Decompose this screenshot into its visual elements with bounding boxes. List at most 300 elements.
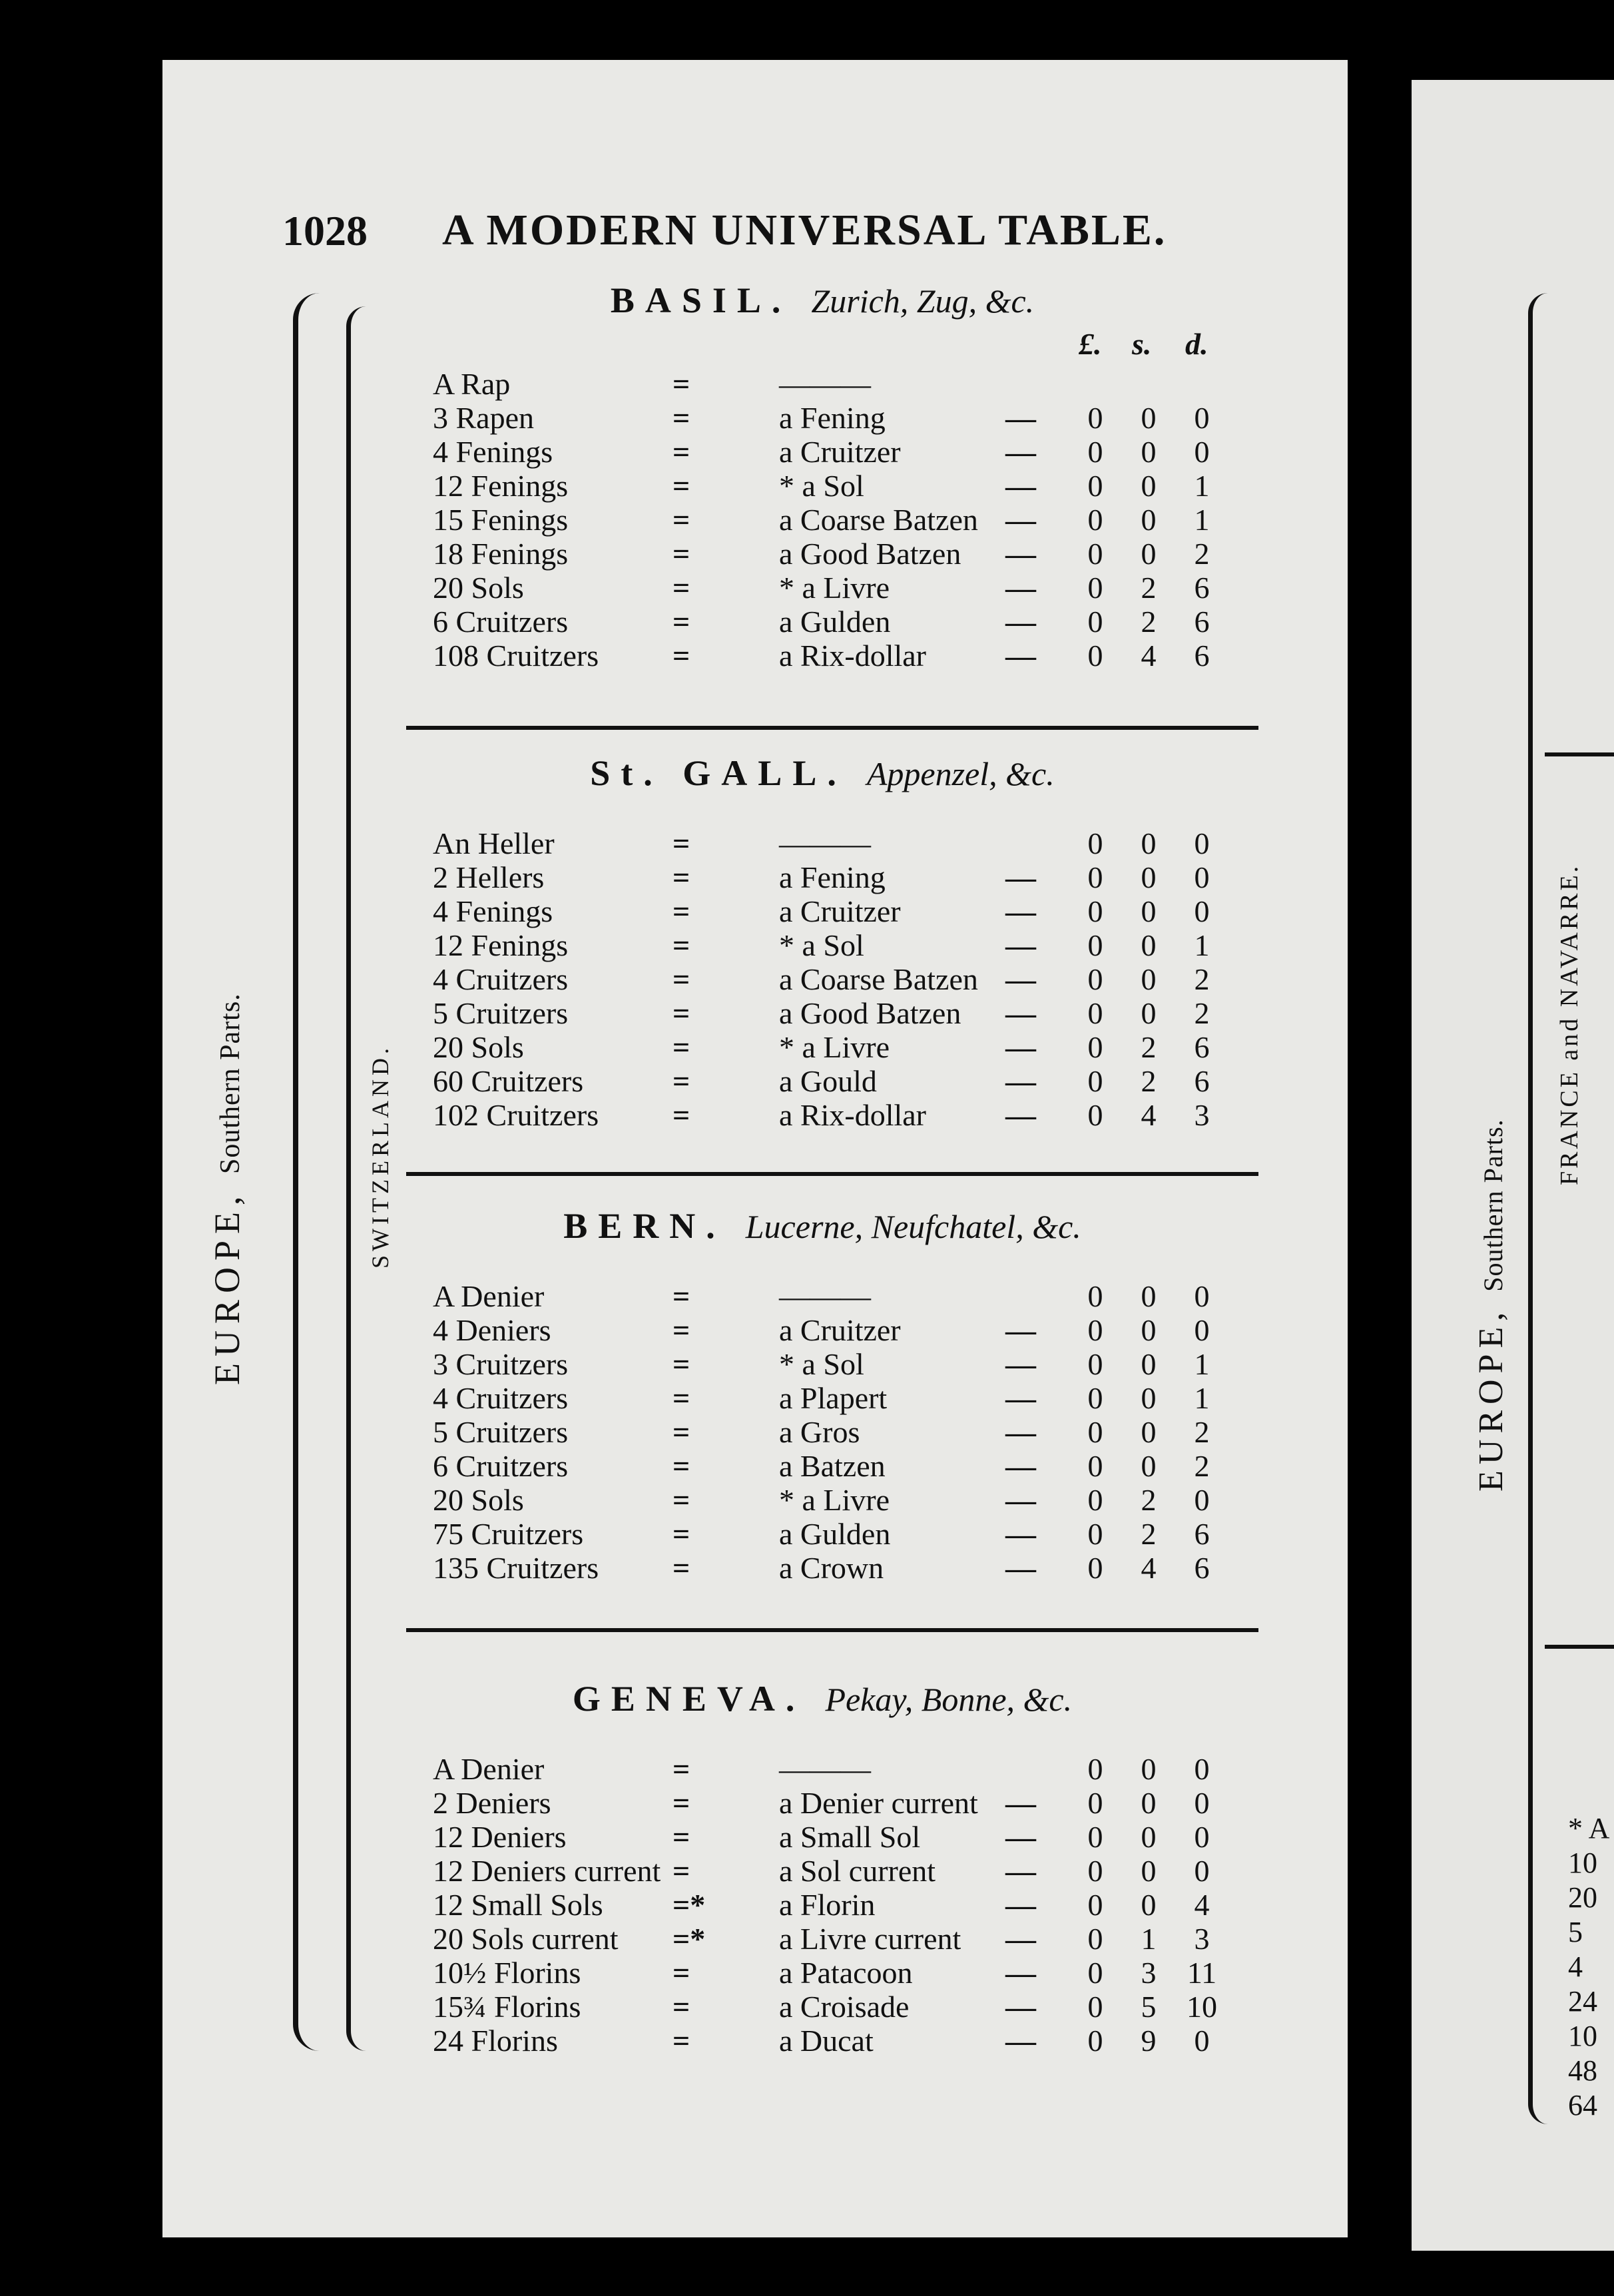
pounds-value: 0	[1087, 1990, 1103, 2024]
section-1	[393, 752, 1252, 1165]
equals-sign: =	[672, 1854, 690, 1888]
pence-value: 4	[1194, 1888, 1210, 1922]
row-label: 12 Deniers current	[433, 1854, 661, 1888]
pounds-value: 0	[1087, 1064, 1103, 1098]
pence-value: 6	[1194, 639, 1210, 673]
row-label: 12 Fenings	[433, 928, 569, 962]
table-row	[393, 962, 1252, 995]
row-label: An Heller	[433, 826, 555, 860]
row-value: a Fening	[779, 860, 886, 894]
row-dash: —	[1005, 1517, 1036, 1551]
row-value: a Gould	[779, 1064, 877, 1098]
row-value: * a Livre	[779, 1030, 890, 1064]
europe-brace	[293, 293, 352, 2051]
pounds-value: 0	[1087, 1517, 1103, 1551]
pounds-value: 0	[1087, 503, 1103, 537]
pounds-value: 0	[1087, 1752, 1103, 1786]
equals-sign: =	[672, 1483, 690, 1517]
shillings-value: 0	[1141, 1279, 1157, 1313]
row-dash: —	[1005, 639, 1036, 673]
row-dash: —	[1005, 605, 1036, 639]
next-page-values: * A 10 20 5 4 24 10 48 64	[1568, 1812, 1610, 2122]
row-value: a Cruitzer	[779, 1313, 901, 1347]
shillings-value: 0	[1141, 1752, 1157, 1786]
pounds-value: 0	[1087, 928, 1103, 962]
shillings-value: 4	[1141, 639, 1157, 673]
shillings-value: 0	[1141, 1415, 1157, 1449]
equals-sign: =	[672, 1381, 690, 1415]
row-label: 15¾ Florins	[433, 1990, 581, 2024]
table-row	[393, 1516, 1252, 1550]
pence-value: 2	[1194, 996, 1210, 1030]
table-row	[393, 826, 1252, 859]
pounds-value: 0	[1087, 860, 1103, 894]
table-row	[393, 996, 1252, 1029]
row-dash: —	[1005, 928, 1036, 962]
equals-sign: =	[672, 503, 690, 537]
table-row	[393, 1550, 1252, 1583]
equals-sign: =	[672, 571, 690, 605]
row-label: 20 Sols current	[433, 1922, 619, 1956]
section-city: BERN.	[563, 1206, 726, 1246]
row-dash: —	[1005, 962, 1036, 996]
table-row	[393, 1279, 1252, 1312]
pence-value: 6	[1194, 571, 1210, 605]
row-value: * a Sol	[779, 1347, 864, 1381]
equals-sign: =	[672, 537, 690, 571]
row-dash: —	[1005, 1820, 1036, 1854]
row-dash: —	[1005, 401, 1036, 435]
row-label: 5 Cruitzers	[433, 996, 569, 1030]
section-subtitle: Zurich, Zug, &c.	[811, 282, 1035, 320]
pounds-value: 0	[1087, 1888, 1103, 1922]
section-2	[393, 1205, 1252, 1618]
row-value: a Gros	[779, 1415, 860, 1449]
pence-value: 2	[1194, 1449, 1210, 1483]
pence-value: 2	[1194, 1415, 1210, 1449]
row-value: a Rix-dollar	[779, 1098, 926, 1132]
table-row	[393, 1955, 1252, 1988]
pence-value: 0	[1194, 401, 1210, 435]
equals-sign: =	[672, 1098, 690, 1132]
row-dash: —	[1005, 571, 1036, 605]
side-label-europe: EUROPE, Southern Parts.	[207, 993, 247, 1385]
pence-value: 1	[1194, 503, 1210, 537]
row-label: 102 Cruitzers	[433, 1098, 599, 1132]
next-page-edge	[1412, 80, 1614, 2251]
pence-value: 3	[1194, 1098, 1210, 1132]
row-label: 108 Cruitzers	[433, 639, 599, 673]
row-dash: —	[1005, 1064, 1036, 1098]
row-label: 3 Cruitzers	[433, 1347, 569, 1381]
row-label: 2 Hellers	[433, 860, 545, 894]
equals-sign: =	[672, 367, 690, 401]
equals-sign: =	[672, 1449, 690, 1483]
pence-value: 6	[1194, 1064, 1210, 1098]
row-label: 60 Cruitzers	[433, 1064, 584, 1098]
shillings-value: 4	[1141, 1551, 1157, 1585]
pence-value: 0	[1194, 860, 1210, 894]
row-dash: —	[1005, 1854, 1036, 1888]
pence-value: 0	[1194, 826, 1210, 860]
row-value: a Good Batzen	[779, 996, 961, 1030]
shillings-value: 2	[1141, 605, 1157, 639]
pounds-value: 0	[1087, 401, 1103, 435]
pence-value: 2	[1194, 962, 1210, 996]
pence-value: 0	[1194, 1313, 1210, 1347]
table-row	[393, 638, 1252, 671]
row-dash: —	[1005, 435, 1036, 469]
row-value: a Patacoon	[779, 1956, 913, 1990]
row-label: 4 Fenings	[433, 435, 553, 469]
shillings-value: 0	[1141, 469, 1157, 503]
pence-value: 3	[1194, 1922, 1210, 1956]
equals-sign: =	[672, 1064, 690, 1098]
table-row	[393, 1989, 1252, 2022]
equals-sign: =	[672, 1313, 690, 1347]
pounds-value: 0	[1087, 1279, 1103, 1313]
row-label: 5 Cruitzers	[433, 1415, 569, 1449]
pounds-value: 0	[1087, 962, 1103, 996]
equals-sign: =*	[672, 1888, 706, 1922]
table-row	[393, 502, 1252, 535]
section-0	[393, 280, 1252, 693]
equals-sign: =	[672, 469, 690, 503]
pence-value: 0	[1194, 1786, 1210, 1820]
table-row	[393, 928, 1252, 961]
equals-sign: =	[672, 1990, 690, 2024]
page-header	[282, 200, 1321, 280]
table-row	[393, 1063, 1252, 1097]
table-row	[393, 400, 1252, 433]
row-value: a Batzen	[779, 1449, 886, 1483]
row-value: a Gulden	[779, 1517, 891, 1551]
equals-sign: =	[672, 860, 690, 894]
pounds-value: 0	[1087, 1381, 1103, 1415]
row-label: 3 Rapen	[433, 401, 535, 435]
table-row	[393, 1312, 1252, 1346]
row-dash: —	[1005, 996, 1036, 1030]
row-label: 20 Sols	[433, 571, 524, 605]
table-row	[393, 1887, 1252, 1920]
pence-value: 1	[1194, 1381, 1210, 1415]
row-value: a Plapert	[779, 1381, 888, 1415]
row-value: * a Livre	[779, 571, 890, 605]
pounds-value: 0	[1087, 1449, 1103, 1483]
row-dash: —	[1005, 2024, 1036, 2058]
row-label: 24 Florins	[433, 2024, 558, 2058]
row-label: 20 Sols	[433, 1483, 524, 1517]
pounds-value: 0	[1087, 1820, 1103, 1854]
table-row	[393, 1482, 1252, 1516]
table-row	[393, 1853, 1252, 1886]
section-subtitle: Pekay, Bonne, &c.	[825, 1681, 1073, 1718]
pence-value: 6	[1194, 1517, 1210, 1551]
row-value: a Coarse Batzen	[779, 962, 978, 996]
shillings-value: 0	[1141, 826, 1157, 860]
pence-value: 0	[1194, 435, 1210, 469]
table-row	[393, 1819, 1252, 1853]
pounds-value: 0	[1087, 605, 1103, 639]
row-dash: —	[1005, 860, 1036, 894]
section-subtitle: Lucerne, Neufchatel, &c.	[745, 1208, 1081, 1245]
row-label: 2 Deniers	[433, 1786, 551, 1820]
pounds-value: 0	[1087, 996, 1103, 1030]
table-row	[393, 1921, 1252, 1954]
row-value: a Cruitzer	[779, 894, 901, 928]
pence-value: 1	[1194, 469, 1210, 503]
equals-sign: =	[672, 894, 690, 928]
row-dash: —	[1005, 894, 1036, 928]
pounds-value: 0	[1087, 639, 1103, 673]
pounds-value: 0	[1087, 1313, 1103, 1347]
row-dash: —	[1005, 1449, 1036, 1483]
row-value: a Cruitzer	[779, 435, 901, 469]
row-value: a Florin	[779, 1888, 876, 1922]
shillings-value: 0	[1141, 1313, 1157, 1347]
equals-sign: =	[672, 435, 690, 469]
shillings-value: 3	[1141, 1956, 1157, 1990]
equals-sign: =*	[672, 1922, 706, 1956]
table-row	[393, 536, 1252, 569]
pounds-value: 0	[1087, 894, 1103, 928]
pounds-value: 0	[1087, 469, 1103, 503]
equals-sign: =	[672, 1820, 690, 1854]
section-heading	[393, 1205, 1252, 1247]
shillings-value: 0	[1141, 1347, 1157, 1381]
shillings-value: 2	[1141, 1064, 1157, 1098]
pence-value: 1	[1194, 928, 1210, 962]
row-label: 15 Fenings	[433, 503, 569, 537]
table-row	[393, 434, 1252, 467]
row-dash: —	[1005, 1888, 1036, 1922]
pence-value: 6	[1194, 1551, 1210, 1585]
row-value: a Good Batzen	[779, 537, 961, 571]
table-row	[393, 894, 1252, 927]
shillings-value: 0	[1141, 860, 1157, 894]
row-value: a Gulden	[779, 605, 891, 639]
equals-sign: =	[672, 962, 690, 996]
equals-sign: =	[672, 1415, 690, 1449]
equals-sign: =	[672, 1752, 690, 1786]
pounds-value: 0	[1087, 1551, 1103, 1585]
section-divider	[406, 726, 1258, 730]
row-value: ———	[779, 1752, 871, 1786]
row-dash: —	[1005, 1922, 1036, 1956]
divider	[1545, 1645, 1614, 1649]
row-dash: —	[1005, 1483, 1036, 1517]
table-row	[393, 1751, 1252, 1785]
equals-sign: =	[672, 1786, 690, 1820]
equals-sign: =	[672, 1551, 690, 1585]
equals-sign: =	[672, 605, 690, 639]
pounds-value: 0	[1087, 1483, 1103, 1517]
row-value: a Livre current	[779, 1922, 961, 1956]
row-value: a Rix-dollar	[779, 639, 926, 673]
pounds-value: 0	[1087, 826, 1103, 860]
shillings-value: 0	[1141, 1786, 1157, 1820]
section-subtitle: Appenzel, &c.	[866, 755, 1055, 792]
table-row	[393, 1346, 1252, 1380]
page-title: A MODERN UNIVERSAL TABLE.	[442, 206, 1167, 254]
pence-value: 6	[1194, 605, 1210, 639]
equals-sign: =	[672, 1030, 690, 1064]
row-dash: —	[1005, 1551, 1036, 1585]
column-header-l: £.	[1079, 327, 1102, 361]
pence-value: 10	[1187, 1990, 1217, 2024]
shillings-value: 1	[1141, 1922, 1157, 1956]
row-dash: —	[1005, 1415, 1036, 1449]
pounds-value: 0	[1087, 1854, 1103, 1888]
pence-value: 2	[1194, 537, 1210, 571]
row-value: ———	[779, 1279, 871, 1313]
shillings-value: 0	[1141, 1820, 1157, 1854]
row-value: ———	[779, 826, 871, 860]
section-city: GENEVA.	[572, 1679, 806, 1719]
row-label: 4 Cruitzers	[433, 962, 569, 996]
pounds-value: 0	[1087, 1347, 1103, 1381]
row-label: 4 Fenings	[433, 894, 553, 928]
table-row	[393, 604, 1252, 637]
equals-sign: =	[672, 928, 690, 962]
shillings-value: 0	[1141, 894, 1157, 928]
row-label: 12 Fenings	[433, 469, 569, 503]
pounds-value: 0	[1087, 1922, 1103, 1956]
equals-sign: =	[672, 639, 690, 673]
pounds-value: 0	[1087, 571, 1103, 605]
table-row	[393, 2023, 1252, 2056]
row-dash: —	[1005, 1098, 1036, 1132]
equals-sign: =	[672, 1517, 690, 1551]
table-row	[393, 570, 1252, 603]
table-row	[393, 1448, 1252, 1482]
pence-value: 0	[1194, 1820, 1210, 1854]
shillings-value: 2	[1141, 1483, 1157, 1517]
shillings-value: 5	[1141, 1990, 1157, 2024]
section-city: BASIL.	[610, 280, 792, 320]
row-value: a Croisade	[779, 1990, 910, 2024]
row-dash: —	[1005, 1956, 1036, 1990]
row-label: 135 Cruitzers	[433, 1551, 599, 1585]
section-city: St. GALL.	[590, 753, 847, 793]
shillings-value: 0	[1141, 928, 1157, 962]
row-label: 18 Fenings	[433, 537, 569, 571]
table-row	[393, 468, 1252, 501]
row-dash: —	[1005, 537, 1036, 571]
row-value: a Sol current	[779, 1854, 936, 1888]
section-heading	[393, 280, 1252, 321]
equals-sign: =	[672, 1279, 690, 1313]
shillings-value: 0	[1141, 401, 1157, 435]
pence-value: 0	[1194, 1483, 1210, 1517]
pence-value: 0	[1194, 894, 1210, 928]
table-row	[393, 860, 1252, 893]
row-value: a Fening	[779, 401, 886, 435]
row-dash: —	[1005, 1786, 1036, 1820]
row-dash: —	[1005, 469, 1036, 503]
divider	[1545, 752, 1614, 756]
row-dash: —	[1005, 1347, 1036, 1381]
shillings-value: 0	[1141, 537, 1157, 571]
column-header-s: s.	[1132, 327, 1152, 361]
page-number: 1028	[282, 207, 368, 254]
section-heading	[393, 1678, 1252, 1719]
row-label: 75 Cruitzers	[433, 1517, 584, 1551]
pounds-value: 0	[1087, 1030, 1103, 1064]
row-value: ———	[779, 367, 871, 401]
pence-value: 6	[1194, 1030, 1210, 1064]
row-label: A Denier	[433, 1279, 545, 1313]
row-label: 4 Cruitzers	[433, 1381, 569, 1415]
row-value: a Small Sol	[779, 1820, 921, 1854]
equals-sign: =	[672, 2024, 690, 2058]
shillings-value: 0	[1141, 1449, 1157, 1483]
side-label-switzerland: SWITZERLAND.	[367, 1044, 394, 1269]
row-value: a Denier current	[779, 1786, 978, 1820]
row-label: 20 Sols	[433, 1030, 524, 1064]
row-label: 12 Deniers	[433, 1820, 567, 1854]
shillings-value: 0	[1141, 503, 1157, 537]
pence-value: 0	[1194, 1279, 1210, 1313]
row-value: a Ducat	[779, 2024, 874, 2058]
brace	[1528, 293, 1566, 2124]
section-divider	[406, 1628, 1258, 1632]
row-value: * a Sol	[779, 469, 864, 503]
table-row	[393, 1380, 1252, 1414]
table-row	[393, 366, 1252, 400]
row-value: a Crown	[779, 1551, 884, 1585]
shillings-value: 0	[1141, 1854, 1157, 1888]
equals-sign: =	[672, 996, 690, 1030]
pounds-value: 0	[1087, 435, 1103, 469]
row-label: A Denier	[433, 1752, 545, 1786]
shillings-value: 0	[1141, 435, 1157, 469]
shillings-value: 9	[1141, 2024, 1157, 2058]
equals-sign: =	[672, 1347, 690, 1381]
shillings-value: 0	[1141, 1888, 1157, 1922]
equals-sign: =	[672, 401, 690, 435]
side-label-europe: EUROPE, Southern Parts.	[1472, 1119, 1510, 1492]
row-dash: —	[1005, 1313, 1036, 1347]
row-label: 4 Deniers	[433, 1313, 551, 1347]
section-3	[393, 1678, 1252, 2091]
shillings-value: 0	[1141, 996, 1157, 1030]
shillings-value: 0	[1141, 1381, 1157, 1415]
row-dash: —	[1005, 1030, 1036, 1064]
section-heading	[393, 752, 1252, 794]
shillings-value: 2	[1141, 1030, 1157, 1064]
row-label: 6 Cruitzers	[433, 605, 569, 639]
shillings-value: 2	[1141, 1517, 1157, 1551]
equals-sign: =	[672, 1956, 690, 1990]
table-row	[393, 1414, 1252, 1448]
row-dash: —	[1005, 1990, 1036, 2024]
pounds-value: 0	[1087, 1415, 1103, 1449]
pounds-value: 0	[1087, 1786, 1103, 1820]
row-dash: —	[1005, 1381, 1036, 1415]
shillings-value: 0	[1141, 962, 1157, 996]
pence-value: 1	[1194, 1347, 1210, 1381]
column-header-d: d.	[1185, 327, 1209, 361]
row-dash: —	[1005, 503, 1036, 537]
row-value: * a Sol	[779, 928, 864, 962]
side-label-country: FRANCE and NAVARRE.	[1555, 863, 1583, 1185]
pence-value: 0	[1194, 1854, 1210, 1888]
shillings-value: 4	[1141, 1098, 1157, 1132]
row-value: a Coarse Batzen	[779, 503, 978, 537]
equals-sign: =	[672, 826, 690, 860]
table-row	[393, 1029, 1252, 1063]
